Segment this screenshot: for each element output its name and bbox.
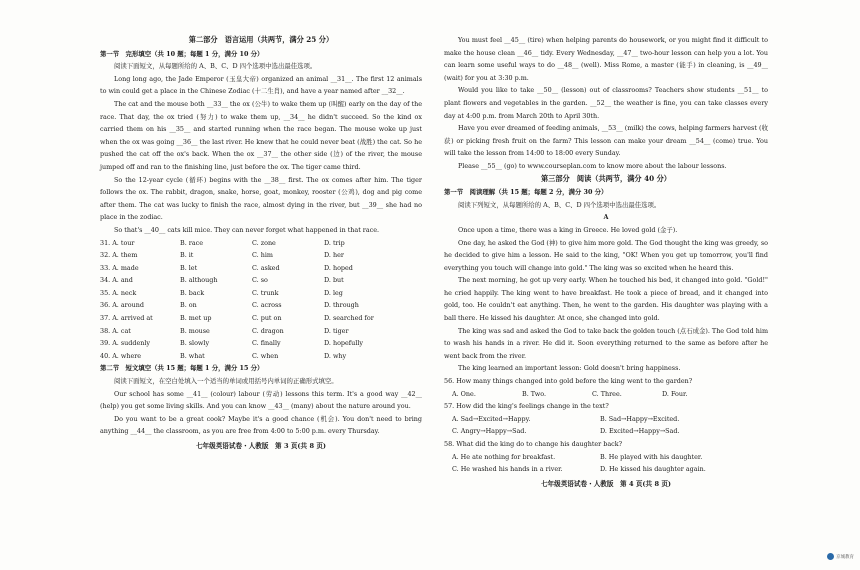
option: C. trunk — [252, 288, 279, 297]
passage-paragraph: Long long ago, the Jade Emperor (玉皇大帝) organized an animal __31__. The first 12 animals to win could get a place in the Chinese Zodiac (十二生肖), and have a year named after __32__. — [100, 74, 422, 96]
passage-paragraph: The king was sad and asked the God to take back the golden touch (点石成金). The God told him to wash his hands in a river. He did it. Soon everything returned to the same as before after he went back from the river. — [444, 326, 768, 360]
passage-paragraph: Would you like to take __50__ (lesson) out of classrooms? Teachers show students __51__ to plant flowers and vegetables in the garden. __52__ the weather is fine, you can take classes every day at 4:00 p.m. from March 20th to April 30th. — [444, 86, 768, 120]
instruction: 阅读下面短文，从每题所给的 A、B、C、D 四个选项中选出最佳选项。 — [114, 62, 317, 71]
question-options — [444, 451, 768, 464]
option: D. through — [324, 301, 359, 310]
option: 38. A. cat — [100, 326, 131, 335]
option: C. when — [252, 351, 279, 360]
option: 31. A. tour — [100, 238, 135, 247]
question: 58. What did the king do to change his daughter back? — [444, 440, 623, 448]
passage-label: A — [603, 213, 609, 222]
option: C. zone — [252, 238, 276, 247]
option-row — [100, 350, 422, 363]
question-options — [444, 425, 768, 438]
option: B. Two. — [522, 389, 547, 398]
option: 32. A. them — [100, 251, 138, 260]
part-title: 第二部分 语言运用（共两节，满分 25 分） — [188, 35, 334, 44]
passage-paragraph: One day, he asked the God (神) to give him more gold. The God thought the king was greedy, so he decided to give him a lesson. He said to the king, "OK! When you get up tomorrow, you'll find everything you touch will change into gold." The king was so excited when he heard this. — [444, 238, 768, 272]
part-title: 第三部分 阅读（共两节，满分 40 分） — [540, 173, 671, 183]
option: B. on — [180, 301, 197, 310]
question-options — [444, 463, 768, 476]
instruction: 阅读下面短文，在空白处填入一个适当的单词或用括号内单词的正确形式填空。 — [114, 377, 338, 386]
passage-paragraph: Have you ever dreamed of feeding animals, __53__ (milk) the cows, helping farmers harvest (收获) or picking fresh fruit on the farm? This lesson can make your dream __54__ (come) true. You will take the lesson from 14:00 to 18:00 every Sunday. — [444, 124, 768, 158]
option: 35. A. neck — [100, 288, 137, 297]
option: B. He played with his daughter. — [600, 452, 703, 461]
option: A. One. — [452, 389, 476, 398]
option: B. Sad→Happy→Excited. — [600, 414, 680, 423]
exam-page-4 — [444, 34, 768, 534]
circle-logo-icon — [827, 553, 834, 560]
page-footer: 七年级英语试卷・人教版 第 3 页(共 8 页) — [195, 442, 327, 450]
option: C. him — [252, 251, 273, 260]
option-row — [100, 312, 422, 325]
section-title: 第一节 阅读理解（共 15 题；每题 2 分，满分 30 分） — [444, 188, 608, 197]
section-title: 第二节 短文填空（共 15 题；每题 1 分，满分 15 分） — [100, 364, 264, 373]
passage-paragraph: Once upon a time, there was a king in Greece. He loved gold (金子). — [458, 225, 678, 234]
option: B. it — [180, 251, 194, 260]
option: 40. A. where — [100, 351, 142, 360]
passage-paragraph: Our school has some __41__ (colour) labour (劳动) lessons this term. It's a good way __42__ (help) you get some living skills. And you can know __43__ (many) about the nature around you. — [100, 389, 422, 411]
option: B. slowly — [180, 339, 210, 348]
options-list — [100, 237, 422, 363]
option: B. mouse — [180, 326, 210, 335]
option: A. He ate nothing for breakfast. — [452, 452, 556, 461]
option: B. let — [180, 263, 198, 272]
option-row — [100, 249, 422, 262]
option-row — [100, 262, 422, 275]
option: B. back — [180, 288, 205, 297]
option: C. asked — [252, 263, 280, 272]
option-row — [100, 299, 422, 312]
option: D. her — [324, 251, 344, 260]
option: C. across — [252, 301, 282, 310]
option: C. finally — [252, 339, 281, 348]
page-footer: 七年级英语试卷・人教版 第 4 页(共 8 页) — [540, 479, 672, 488]
option-row — [100, 325, 422, 338]
option: C. dragon — [252, 326, 284, 335]
option: C. Angry→Happy→Sad. — [452, 427, 527, 436]
option-row — [100, 274, 422, 287]
passage-paragraph: The next morning, he got up very early. When he touched his bed, it changed into gold. "Gold!" he cried happily. The king went to have breakfast. He took a piece of bread, and it changed into gold, too. He couldn't eat anything. Then, he went to the garden. His daughter was playing with a ball there. He kissed his daughter. At once, she changed into gold. — [444, 276, 768, 323]
option: D. tiger — [324, 326, 349, 335]
option: D. why — [324, 351, 347, 360]
passage-paragraph: You must feel __45__ (tire) when helping parents do housework, or you might find it difficult to make the house clean __46__ tidy. Every Wednesday, __47__ two-hour lesson can help you a lot. You can learn some useful ways to do __48__ (well). Miss Rome, a master (能手) in cleaning, is __49__ (wait) for you at 3:30 p.m. — [444, 36, 768, 82]
option: 34. A. and — [100, 276, 133, 285]
option: A. Sad→Excited→Happy. — [452, 414, 531, 423]
option-row — [100, 237, 422, 250]
passage-paragraph: So that's __40__ cats kill mice. They can never forget what happened in that race. — [114, 225, 380, 234]
option: C. so — [252, 276, 268, 285]
option: D. leg — [324, 288, 343, 297]
passage-paragraph: The king learned an important lesson: Gold doesn't bring happiness. — [458, 364, 681, 373]
option: C. Three. — [592, 389, 622, 398]
passage-paragraph: The cat and the mouse both __33__ the ox (公牛) to wake them up (叫醒) early on the day of the race. That day, the ox tried (努力) to wake them up, __34__ he didn't succeed. So the kind ox carried them on his __35__ and started running when the race began. The mouse woke up just when the ox was going __36__ the last river. He knew that he could never beat (战胜) the cat. So he pushed the cat off the ox's back. When the ox __37__ the other side (边) of the river, the mouse jumped off and ran to the finishing line, just before the ox. The tiger came third. — [100, 99, 422, 171]
option: D. but — [324, 276, 344, 285]
option: B. race — [180, 238, 203, 247]
option: 33. A. made — [100, 263, 139, 272]
question-options — [444, 413, 768, 426]
option: 36. A. around — [100, 301, 144, 310]
option: C. He washed his hands in a river. — [452, 465, 563, 474]
exam-page-3 — [100, 34, 422, 534]
option-row — [100, 337, 422, 350]
passage-paragraph: So the 12-year cycle (循环) begins with the __38__ first. The ox comes after him. The tiger follows the ox. The rabbit, dragon, snake, horse, goat, monkey, rooster (公鸡), dog and pig come after them. The cat was lucky to finish the race, almost dying in the river, but __39__ she had no place in the zodiac. — [100, 175, 422, 222]
section-title: 第一节 完形填空（共 10 题；每题 1 分，满分 10 分） — [100, 49, 264, 58]
watermark-logo — [827, 553, 854, 560]
option: B. although — [180, 276, 218, 285]
option: D. trip — [324, 238, 345, 247]
option-row — [100, 287, 422, 300]
option: B. what — [180, 351, 205, 360]
instruction: 阅读下列短文，从每题所给的 A、B、C、D 四个选项中选出最佳选项。 — [458, 200, 661, 209]
option: C. put on — [252, 314, 282, 323]
option: B. met up — [180, 314, 212, 323]
option: D. Four. — [662, 389, 688, 398]
passage-paragraph: Please __55__ (go) to www.courseplan.com to know more about the labour lessons. — [458, 161, 727, 170]
option: D. hoped — [324, 263, 353, 272]
option: D. He kissed his daughter again. — [600, 465, 706, 474]
option: D. searched for — [324, 314, 374, 323]
question: 57. How did the king's feelings change in the text? — [444, 402, 609, 411]
logo-text: 京城教育 — [836, 554, 854, 560]
option: 37. A. arrived at — [100, 314, 153, 323]
option: D. Excited→Happy→Sad. — [600, 427, 680, 436]
question-options — [444, 388, 768, 401]
question: 56. How many things changed into gold before the king went to the garden? — [444, 377, 693, 386]
passage-paragraph: Do you want to be a great cook? Maybe it's a good chance (机会). You don't need to bring anything __44__ the classroom, as you are free from 4:00 to 5:00 p.m. every Thursday. — [100, 414, 422, 436]
option: 39. A. suddenly — [100, 339, 151, 348]
option: D. hopefully — [324, 339, 363, 348]
